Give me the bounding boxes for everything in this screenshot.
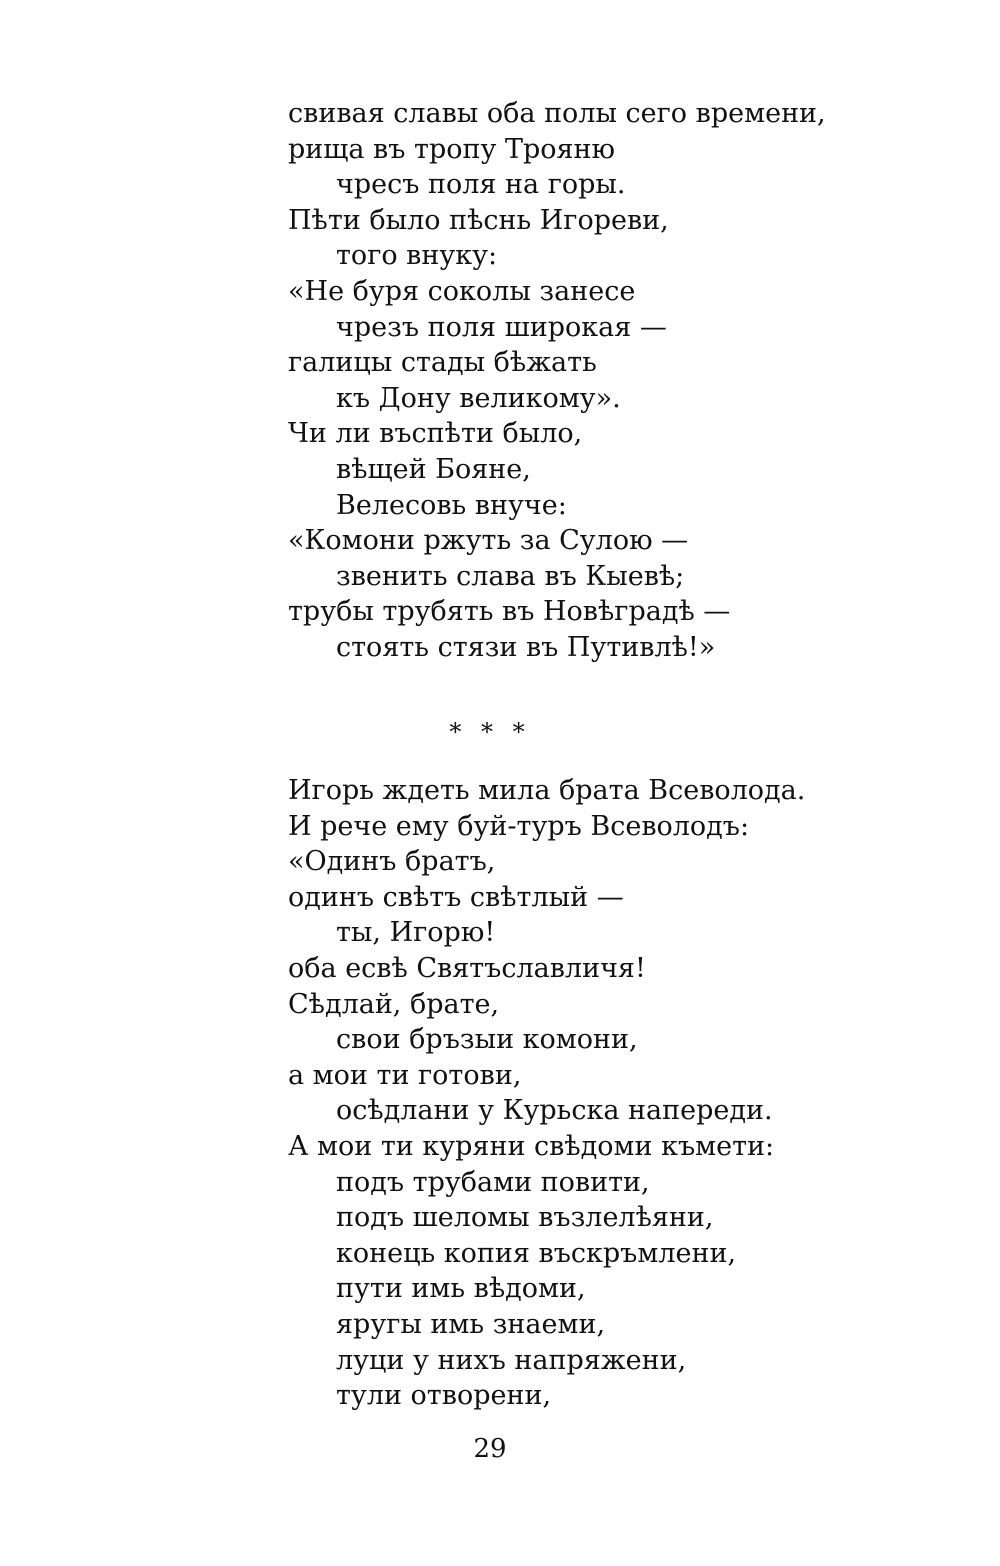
verse-line: того внуку: (336, 240, 498, 272)
page-number: 29 (473, 1434, 507, 1464)
verse-line: Велесовь внуче: (336, 489, 567, 521)
verse-line: «Комони ржуть за Сулою — (288, 525, 689, 557)
verse-line: Чи ли въспѣти было, (288, 418, 583, 450)
verse-line: И рече ему буй-туръ Всеволодъ: (288, 810, 750, 842)
stanza-2 (288, 773, 928, 1414)
verse-line: подъ трубами повити, (336, 1166, 650, 1198)
verse-line: тули отворени, (336, 1380, 552, 1412)
verse-line: оба есвѣ Святъславличя! (288, 952, 646, 984)
verse-line: «Одинъ братъ, (288, 846, 496, 878)
verse-line: звенить слава въ Кыевѣ; (336, 560, 685, 592)
verse-line: А мои ти куряни свѣдоми къмети: (288, 1130, 775, 1162)
verse-line: вѣщей Бояне, (336, 453, 531, 485)
verse-line: Игорь ждеть мила брата Всеволода. (288, 775, 806, 806)
verse-line: свивая славы оба полы сего времени, (288, 98, 826, 129)
verse-line: пути имь вѣдоми, (336, 1273, 586, 1305)
verse-line: яругы имь знаеми, (336, 1308, 606, 1340)
verse-line: Пѣти было пѣснь Игореви, (288, 204, 669, 236)
stanza-separator: * * * (449, 718, 531, 746)
verse-line: трубы трубять въ Новѣградѣ — (288, 596, 731, 628)
verse-line: осѣдлани у Курьска напереди. (336, 1095, 773, 1127)
verse-line: къ Дону великому». (336, 382, 621, 414)
verse-line: а мои ти готови, (288, 1059, 522, 1091)
verse-line: луци у нихъ напряжени, (336, 1344, 687, 1376)
stanza-1 (288, 96, 928, 666)
verse-line: ты, Игорю! (336, 917, 496, 949)
verse-line: Сѣдлай, брате, (288, 988, 500, 1020)
verse-line: стоять стязи въ Путивлѣ!» (336, 631, 716, 663)
verse-line: чресъ поля на горы. (336, 169, 626, 201)
verse-line: галицы стады бѣжать (288, 347, 597, 379)
verse-line: рища въ тропу Трояню (288, 133, 616, 165)
verse-line: одинъ свѣтъ свѣтлый — (288, 881, 624, 913)
verse-line: «Не буря соколы занесе (288, 275, 636, 307)
verse-line: свои бръзыи комони, (336, 1024, 638, 1056)
verse-line: конець копия въскръмлени, (336, 1237, 737, 1269)
verse-line: подъ шеломы възлелѣяни, (336, 1202, 714, 1234)
verse-line: чрезъ поля широкая — (336, 311, 667, 343)
